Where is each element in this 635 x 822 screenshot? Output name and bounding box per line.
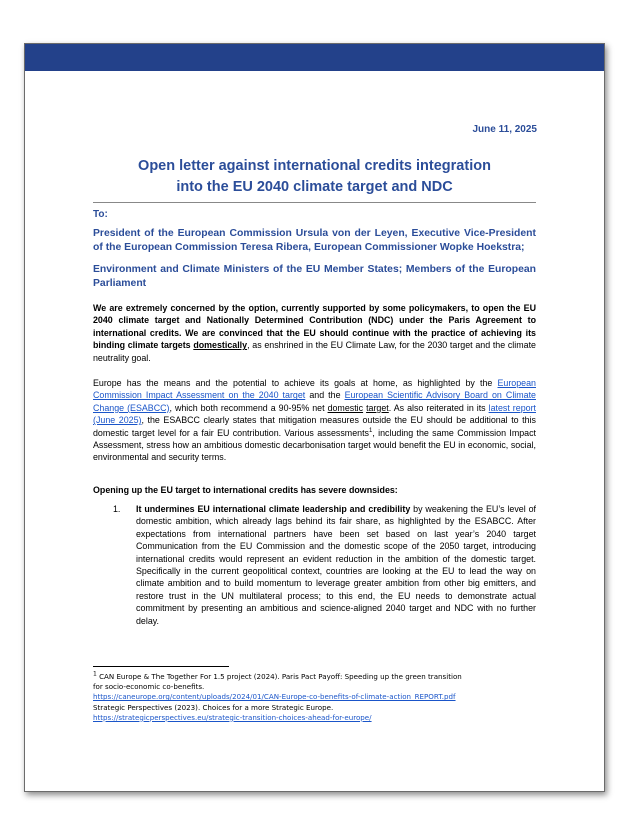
- letter-title: [85, 156, 544, 198]
- intro-paragraph: [93, 302, 536, 364]
- recipients-group-1: President of the European Commission Ursula von der Leyen, Executive Vice-President of the European Commission Teresa Ribera, European Commissioner Wopke Hoekstra;: [93, 228, 536, 253]
- downsides-list: [113, 503, 536, 627]
- footnote-line-2: for socio-economic co-benefits.: [93, 682, 205, 692]
- title-divider: [93, 202, 536, 203]
- footnote-ref[interactable]: 1: [368, 427, 373, 434]
- title-line-2: into the EU 2040 climate target and NDC: [176, 179, 453, 195]
- intro-bold: We are extremely concerned by the option, currently supported by some policymakers, to open the EU 2040 climate target and Nationally Determined Contribution (NDC) under the Paris Agreement to international credits. We are convinced that the EU should continue with the practice of achieving its binding climate targets: [93, 303, 536, 351]
- p2-text-3: , which both recommend a 90-95% net: [169, 402, 328, 413]
- downsides-heading: Opening up the EU target to international credits has severe downsides:: [93, 485, 398, 495]
- p2-text-6: , the ESABCC clearly states that mitigation measures outside the EU should be additional to this domestic target level for a fair EU contribution. Various assessments: [93, 415, 536, 438]
- context-paragraph: [93, 377, 536, 464]
- to-label: To:: [93, 209, 108, 220]
- p2-domestic: domestic: [327, 402, 364, 413]
- letter-date: June 11, 2025: [472, 124, 537, 135]
- p2-target: target: [366, 402, 389, 413]
- intro-domestically: domestically: [193, 340, 248, 351]
- footnote-line-1: [93, 672, 553, 682]
- list-number: 1.: [113, 504, 121, 514]
- caneurope-report-link[interactable]: https://caneurope.org/content/uploads/2024/01/CAN-Europe-co-benefits-of-climate-action_REPORT.pdf: [93, 692, 456, 702]
- list-item-text: by weakening the EU’s level of domestic ambition, which already lags behind its fair share, as highlighted by the ESABCC. After expectations from international partners have been set based on last year’s 2040 target Communication from the EU Commission and the domestic scope of the 2050 target, introducing international credits would represent an evident reduction in the ambition of the domestic target. Specifically in the current geopolitical context, countries are looking at the EU to lead the way on climate ambition and to build momentum to leverage greater ambition from other big emitters, and restore trust in the UN multilateral process; to this end, the EU needs to demonstrate actual commitment by presenting an ambitious and science-aligned 2040 target and NDC with no further delay.: [136, 504, 537, 626]
- p2-text-1: Europe has the means and the potential to achieve its goals at home, as highlighted by the: [93, 378, 498, 388]
- recipients-group-2: Environment and Climate Ministers of the EU Member States; Members of the European Parliament: [93, 264, 536, 289]
- footnote-divider: [93, 666, 229, 667]
- title-line-1: Open letter against international credits integration: [138, 158, 491, 174]
- header-band: [25, 44, 604, 71]
- footnote-number: 1: [93, 670, 97, 678]
- footnote: [93, 672, 553, 723]
- list-item-bold: It undermines EU international climate leadership and credibility: [136, 504, 411, 514]
- impact-assessment-link[interactable]: European Commission Impact Assessment on the 2040 target: [93, 378, 536, 401]
- footnote-text-1: CAN Europe & The Together For 1.5 project (2024). Paris Pact Payoff: Speeding up the green transition: [96, 672, 462, 681]
- intro-rest: , as enshrined in the EU Climate Law, for the 2030 target and the climate neutrality goal.: [93, 340, 536, 363]
- p2-text-7: , including the same Commission Impact Assessment, stress how an ambitious domestic decarbonisation target would benefit the EU in economic, social, environmental and security terms.: [93, 427, 536, 463]
- footnote-line-3: Strategic Perspectives (2023). Choices for a more Strategic Europe.: [93, 702, 334, 712]
- latest-report-link[interactable]: latest report (June 2025): [93, 402, 536, 426]
- esabcc-link[interactable]: European Scientific Advisory Board on Climate Change (ESABCC): [93, 390, 536, 413]
- p2-text-2: and the: [305, 390, 345, 401]
- p2-text-5: . As also reiterated in its: [388, 402, 489, 413]
- letter-page: [24, 43, 605, 792]
- strategic-perspectives-link[interactable]: https://strategicperspectives.eu/strategic-transition-choices-ahead-for-europe/: [93, 712, 372, 722]
- list-item: [136, 503, 536, 627]
